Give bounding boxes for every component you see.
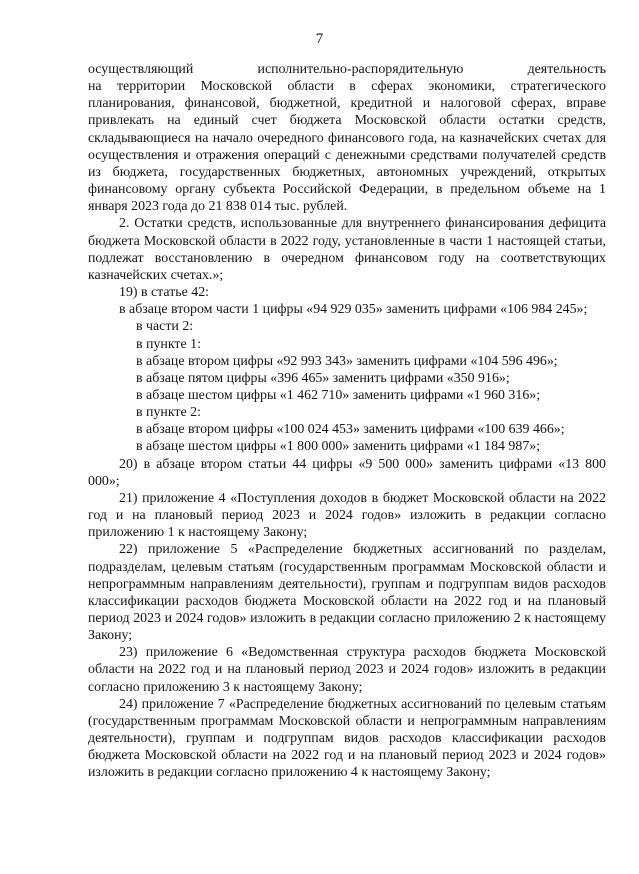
list-item: 21) приложение 4 «Поступления доходов в бюджет Московской области на 2022 год и на плановый период 2023 и 2024 годов» изложить в редакции согласно приложению 1 к настоящему Закону; — [88, 490, 606, 541]
list-item: 23) приложение 6 «Ведомственная структура расходов бюджета Московской области на 2022 год и на плановый период 2023 и 2024 годов» изложить в редакции согласно приложению 3 к настоящему Закону; — [88, 645, 606, 695]
list-item: в пункте 2: — [136, 405, 201, 421]
list-item: в абзаце пятом цифры «396 465» заменить цифрами «350 916»; — [136, 370, 510, 386]
paragraph: 2. Остатки средств, использованные для внутреннего финансирования дефицита бюджета Московской области в 2022 году, установленные в части 1 настоящей статьи, подлежат восстановлению в очередном финансовом году на соответствующих казначейских счетах.»; — [88, 216, 606, 283]
list-item: 24) приложение 7 «Распределение бюджетных ассигнований по целевым статьям (государственным программам Московской области и непрограммным направлениям деятельности), группам и подгруппам видов расходов классификации расходов бюджета Московской области на 2022 год и на плановый период 2023 и 2024 годов» изложить в редакции согласно приложению 4 к настоящему Закону; — [88, 696, 606, 781]
list-item: 22) приложение 5 «Распределение бюджетных ассигнований по разделам, подразделам, целевым статьям (государственным программам Московской области и непрограммным направлениям деятельности), группам и подгруппам видов расходов классификации расходов бюджета Московской области на 2022 год и на плановый период 2023 и 2024 годов» изложить в редакции согласно приложению 2 к настоящему Закону; — [88, 542, 606, 644]
list-item: 19) в статье 42: — [119, 285, 210, 301]
list-item: 20) в абзаце втором статьи 44 цифры «9 500 000» заменить цифрами «13 800 000»; — [88, 456, 606, 489]
list-item: в абзаце шестом цифры «1 800 000» заменить цифрами «1 184 987»; — [136, 439, 541, 455]
list-item: в пункте 1: — [136, 336, 201, 352]
list-item: в абзаце втором части 1 цифры «94 929 035» заменить цифрами «106 984 245»; — [119, 302, 588, 318]
list-item: в абзаце втором цифры «92 993 343» заменить цифрами «104 596 496»; — [136, 353, 558, 369]
list-item: в абзаце шестом цифры «1 462 710» заменить цифрами «1 960 316»; — [136, 387, 541, 403]
list-item: в части 2: — [136, 319, 194, 335]
paragraph-line: осуществляющий исполнительно-распорядительную деятельность — [88, 62, 606, 77]
document-body — [88, 61, 606, 782]
paragraph: на территории Московской области в сферах экономики, стратегического планирования, финансовой, бюджетной, кредитной и налоговой сферах, вправе привлекать на единый счет бюджета Московской области остатки средств, складывающиеся на начало очередного финансового года, на казначейских счетах для осуществления и отражения операций с денежными средствами получателей средств из бюджета, государственных бюджетных, автономных учреждений, открытых финансовому органу субъекта Российской Федерации, в предельном объеме на 1 января 2023 года до 21 838 014 тыс. рублей. — [88, 79, 606, 215]
list-item: в абзаце втором цифры «100 024 453» заменить цифрами «100 639 466»; — [136, 422, 565, 438]
page-number: 7 — [315, 31, 324, 47]
